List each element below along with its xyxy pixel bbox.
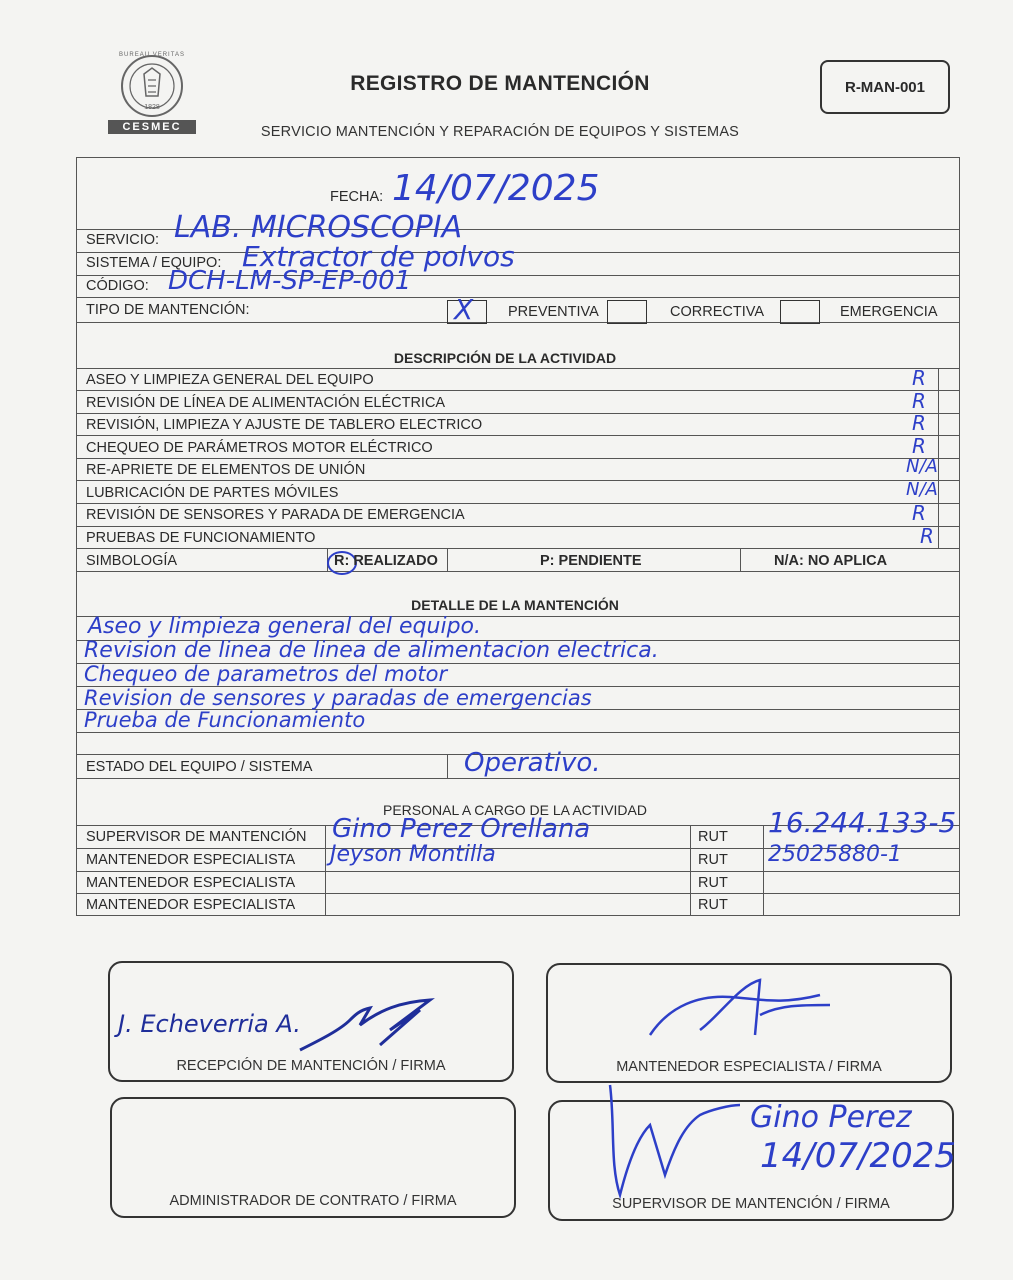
personal-role: MANTENEDOR ESPECIALISTA [86, 852, 296, 868]
detalle-line: Aseo y limpieza general del equipo. [88, 614, 481, 639]
detalle-line: Revision de linea de linea de alimentacion electrica. [84, 638, 659, 663]
rut-label: RUT [698, 829, 728, 845]
activity-status: N/A [906, 479, 938, 500]
divider [763, 825, 764, 916]
divider [76, 503, 960, 504]
detalle-line: Revision de sensores y paradas de emergencias [84, 686, 592, 710]
rut-value: 16.244.133-5 [768, 806, 957, 839]
simbologia-label: SIMBOLOGÍA [86, 553, 178, 569]
personal-name: Gino Perez Orellana [332, 814, 591, 844]
checkmark-x: X [454, 293, 474, 326]
detalle-line: Chequeo de parametros del motor [84, 662, 448, 686]
tipo-label: TIPO DE MANTENCIÓN: [86, 302, 250, 318]
activity-label: REVISIÓN DE LÍNEA DE ALIMENTACIÓN ELÉCTRICA [86, 395, 446, 411]
divider [690, 825, 691, 916]
preventiva-checkbox[interactable] [447, 293, 487, 326]
divider [76, 778, 960, 779]
estado-value: Operativo. [464, 748, 601, 778]
rut-label: RUT [698, 852, 728, 868]
rut-label: RUT [698, 897, 728, 913]
divider [76, 732, 960, 733]
divider [76, 390, 960, 391]
activity-label: PRUEBAS DE FUNCIONAMIENTO [86, 530, 316, 546]
fecha-label: FECHA: [330, 189, 384, 205]
simbologia-pendiente: P: PENDIENTE [540, 553, 642, 569]
rut-label: RUT [698, 875, 728, 891]
activity-status: R [912, 411, 926, 435]
divider [76, 252, 960, 253]
servicio-label: SERVICIO: [86, 232, 160, 248]
administrador-signature-label: ADMINISTRADOR DE CONTRATO / FIRMA [169, 1193, 457, 1209]
activity-label: RE-APRIETE DE ELEMENTOS DE UNIÓN [86, 462, 366, 478]
sistema-label: SISTEMA / EQUIPO: [86, 255, 222, 271]
divider [76, 322, 960, 323]
activity-label: REVISIÓN DE SENSORES Y PARADA DE EMERGENCIA [86, 507, 465, 523]
divider [76, 413, 960, 414]
codigo-label: CÓDIGO: [86, 278, 149, 294]
divider [447, 754, 448, 778]
supervisor-signature-label: SUPERVISOR DE MANTENCIÓN / FIRMA [612, 1196, 890, 1212]
activity-status: R [912, 434, 926, 458]
activity-status: R [912, 501, 926, 525]
rut-value: 25025880-1 [768, 842, 902, 867]
sistema-value: Extractor de polvos [242, 240, 515, 273]
document-code: R-MAN-001 [820, 60, 950, 114]
detalle-line: Prueba de Funcionamiento [84, 708, 366, 732]
supervisor-signer-name: Gino Perez [750, 1100, 912, 1135]
estado-label: ESTADO DEL EQUIPO / SISTEMA [86, 759, 313, 775]
logo-text: CESMEC [122, 121, 182, 133]
recepcion-signer-name: J. Echeverria A. [118, 1010, 301, 1038]
logo-ring-text: BUREAU VERITAS [119, 52, 185, 58]
servicio-value: LAB. MICROSCOPIA [174, 210, 463, 245]
detalle-title: DETALLE DE LA MANTENCIÓN [411, 597, 619, 613]
divider [76, 571, 960, 572]
personal-name: Jeyson Montilla [330, 842, 496, 867]
divider [76, 297, 960, 298]
personal-title: PERSONAL A CARGO DE LA ACTIVIDAD [382, 802, 647, 818]
divider [76, 871, 960, 872]
divider [76, 893, 960, 894]
mantenedor-signature-label: MANTENEDOR ESPECIALISTA / FIRMA [616, 1059, 882, 1075]
divider [447, 548, 448, 571]
activity-label: REVISIÓN, LIMPIEZA Y AJUSTE DE TABLERO ELECTRICO [86, 417, 483, 433]
divider [76, 480, 960, 481]
divider [76, 526, 960, 527]
divider [76, 368, 960, 369]
page-subtitle: SERVICIO MANTENCIÓN Y REPARACIÓN DE EQUIPOS Y SISTEMAS [260, 124, 740, 140]
personal-role: MANTENEDOR ESPECIALISTA [86, 897, 296, 913]
activity-label: ASEO Y LIMPIEZA GENERAL DEL EQUIPO [86, 372, 374, 388]
recepcion-signature-label: RECEPCIÓN DE MANTENCIÓN / FIRMA [176, 1058, 446, 1074]
option-correctiva: CORRECTIVA [670, 304, 764, 320]
mantenedor-signature [630, 975, 860, 1055]
activity-status: N/A [906, 456, 938, 477]
activity-label: CHEQUEO DE PARÁMETROS MOTOR ELÉCTRICO [86, 440, 433, 456]
fecha-value: 14/07/2025 [392, 168, 600, 209]
divider [740, 548, 741, 571]
activity-status: R [920, 524, 934, 548]
divider [76, 458, 960, 459]
activity-status: R [912, 366, 926, 390]
personal-role: MANTENEDOR ESPECIALISTA [86, 875, 296, 891]
simbologia-no-aplica: N/A: NO APLICA [774, 553, 888, 569]
personal-role: SUPERVISOR DE MANTENCIÓN [86, 829, 307, 845]
divider [938, 368, 939, 548]
emergencia-checkbox[interactable] [780, 300, 820, 324]
correctiva-checkbox[interactable] [607, 300, 647, 324]
logo-year: 1828 [144, 104, 160, 111]
activity-label: LUBRICACIÓN DE PARTES MÓVILES [86, 485, 339, 501]
divider [76, 435, 960, 436]
option-preventiva: PREVENTIVA [508, 304, 599, 320]
activity-status: R [912, 389, 926, 413]
activities-title: DESCRIPCIÓN DE LA ACTIVIDAD [393, 350, 617, 366]
simbologia-realizado: R: REALIZADO [334, 553, 438, 569]
divider [325, 825, 326, 916]
option-emergencia: EMERGENCIA [840, 304, 938, 320]
supervisor-signature-date: 14/07/2025 [760, 1136, 956, 1176]
supervisor-signature-scribble [590, 1065, 750, 1215]
codigo-value: DCH-LM-SP-EP-001 [168, 266, 412, 296]
page-title: REGISTRO DE MANTENCIÓN [350, 72, 650, 95]
divider [76, 548, 960, 549]
